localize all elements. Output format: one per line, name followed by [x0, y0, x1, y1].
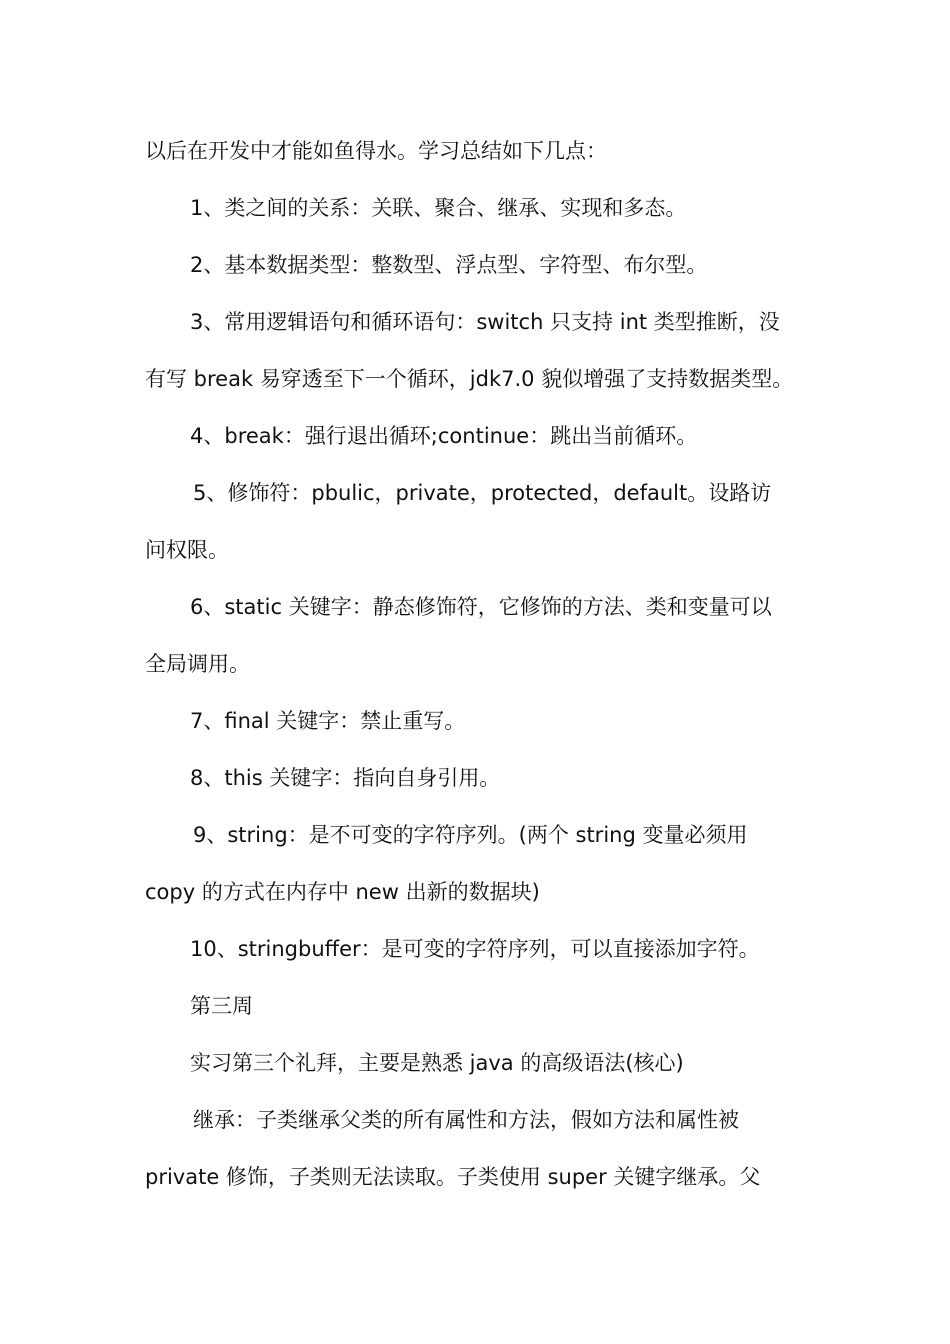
list-item: 9、string：是不可变的字符序列。(两个 string 变量必须用: [193, 823, 748, 847]
list-item: 5、修饰符：pbulic，private，protected，default。设路访: [193, 481, 772, 505]
list-item: 8、this 关键字：指向自身引用。: [190, 766, 501, 790]
list-item: 1、类之间的关系：关联、聚合、继承、实现和多态。: [190, 196, 687, 220]
paragraph-line: 继承：子类继承父类的所有属性和方法，假如方法和属性被: [193, 1108, 739, 1132]
paragraph-line: 实习第三个礼拜，主要是熟悉 java 的高级语法(核心): [190, 1051, 684, 1075]
text-line: 问权限。: [145, 538, 229, 562]
list-item: 7、final 关键字：禁止重写。: [190, 709, 466, 733]
list-item: 4、break：强行退出循环;continue：跳出当前循环。: [190, 424, 698, 448]
list-item: 2、基本数据类型：整数型、浮点型、字符型、布尔型。: [190, 253, 708, 277]
text-line: private 修饰，子类则无法读取。子类使用 super 关键字继承。父: [145, 1165, 761, 1189]
list-item: 3、常用逻辑语句和循环语句：switch 只支持 int 类型推断，没: [190, 310, 780, 334]
list-item: 10、stringbuffer：是可变的字符序列，可以直接添加字符。: [190, 937, 760, 961]
text-line: copy 的方式在内存中 new 出新的数据块): [145, 880, 540, 904]
section-heading: 第三周: [190, 994, 253, 1018]
text-line: 全局调用。: [145, 652, 250, 676]
text-line: 以后在开发中才能如鱼得水。学习总结如下几点：: [145, 139, 607, 163]
text-line: 有写 break 易穿透至下一个循环，jdk7.0 貌似增强了支持数据类型。: [145, 367, 794, 391]
list-item: 6、static 关键字：静态修饰符，它修饰的方法、类和变量可以: [190, 595, 772, 619]
